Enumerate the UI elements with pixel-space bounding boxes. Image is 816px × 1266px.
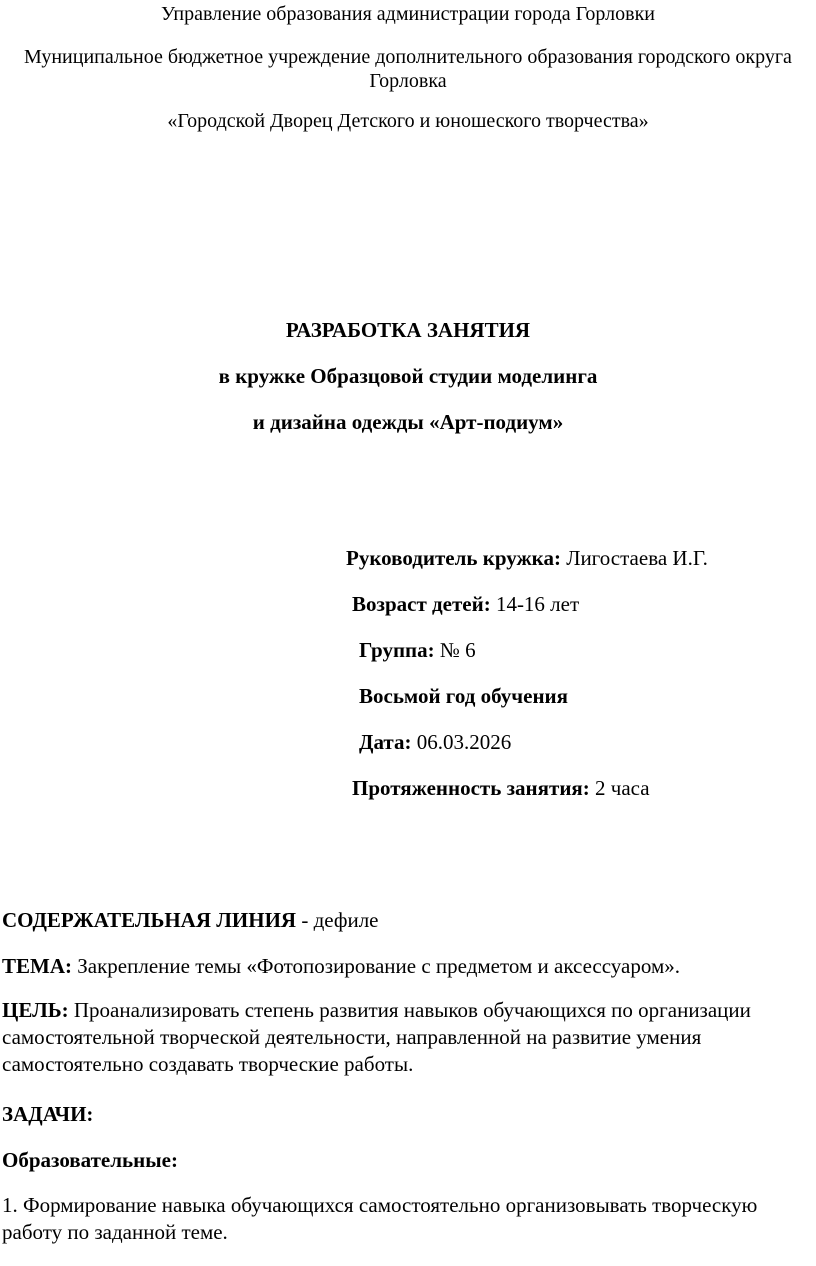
tasks-label: ЗАДАЧИ: [2,1102,94,1126]
study-year-label: Восьмой год обучения [359,684,569,708]
age-label: Возраст детей: [352,592,491,616]
leader-value: Лигостаева И.Г. [560,546,708,570]
task-item-1: 1. Формирование навыка обучающихся самостоятельно организовывать творческую работу по заданной теме. [2,1193,758,1244]
group-value: № 6 [434,638,476,662]
duration-label: Протяженность занятия: [352,776,590,800]
educational-label: Образовательные: [2,1148,178,1172]
theme-label: ТЕМА: [2,954,72,978]
age-row [352,592,579,616]
theme-value: Закрепление темы «Фотопозирование с предметом и аксессуаром». [72,954,680,978]
header-institution: Муниципальное бюджетное учреждение дополнительного образования городского округа Горловка [24,46,792,92]
leader-row [346,546,708,570]
header-department: Управление образования администрации города Горловки [160,3,656,25]
leader-label: Руководитель кружка: [346,546,561,570]
doc-subtitle-2: и дизайна одежды «Арт-подиум» [252,410,564,434]
group-row [359,638,476,662]
date-row [359,730,511,754]
header-palace: «Городской Дворец Детского и юношеского творчества» [167,110,649,132]
content-line-label: СОДЕРЖАТЕЛЬНАЯ ЛИНИЯ [2,908,297,932]
duration-row [352,776,650,800]
goal-paragraph [2,997,802,1078]
doc-title: РАЗРАБОТКА ЗАНЯТИЯ [285,318,531,342]
doc-subtitle-1: в кружке Образцовой студии моделинга [218,364,598,388]
study-year-row [359,684,568,708]
tasks-heading [2,1102,802,1126]
age-value: 14-16 лет [490,592,580,616]
goal-value: Проанализировать степень развития навыков обучающихся по организации самостоятельной творческой деятельности, направленной на развитие умения самостоятельно создавать творческие работы. [2,998,751,1076]
theme-row [2,954,802,978]
content-line-value: - дефиле [296,908,379,932]
goal-label: ЦЕЛЬ: [2,998,69,1022]
date-value: 06.03.2026 [411,730,512,754]
educational-heading [2,1148,802,1172]
date-label: Дата: [359,730,412,754]
group-label: Группа: [359,638,435,662]
duration-value: 2 часа [589,776,650,800]
content-line-row [2,908,802,932]
